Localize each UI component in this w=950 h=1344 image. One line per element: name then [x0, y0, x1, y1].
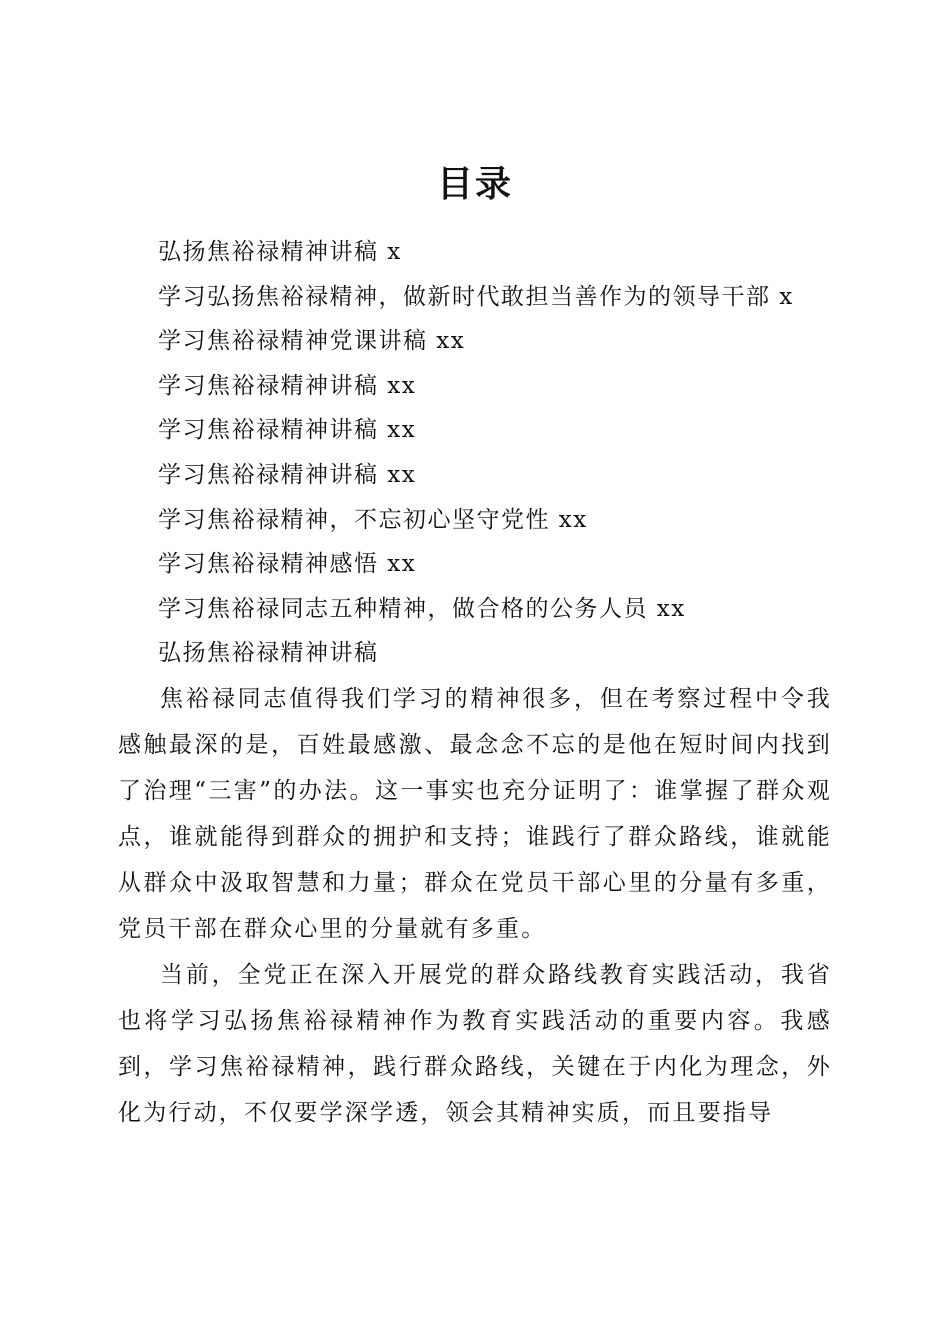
toc-item: 学习焦裕禄精神讲稿 xx: [158, 417, 417, 444]
table-of-contents: [158, 230, 878, 676]
toc-item: 学习焦裕禄同志五种精神，做合格的公务人员 xx: [158, 595, 686, 622]
toc-item: 学习焦裕禄精神，不忘初心坚守党性 xx: [158, 506, 588, 533]
toc-item: 学习焦裕禄精神党课讲稿 xx: [158, 328, 466, 355]
toc-item: 学习弘扬焦裕禄精神，做新时代敢担当善作为的领导干部 x: [158, 283, 794, 310]
toc-item: 学习焦裕禄精神讲稿 xx: [158, 372, 417, 399]
toc-item: 学习焦裕禄精神感悟 xx: [158, 551, 417, 578]
page-title: 目录: [436, 163, 513, 206]
body-text: [118, 676, 832, 1136]
toc-item: 弘扬焦裕禄精神讲稿 x: [158, 239, 402, 265]
section-heading: 弘扬焦裕禄精神讲稿: [158, 640, 379, 667]
paragraph: 当前，全党正在深入开展党的群众路线教育实践活动，我省也将学习弘扬焦裕禄精神作为教育实践活动的重要内容。我感到，学习焦裕禄精神，践行群众路线，关键在于内化为理念，外化为行动，不仅要学深学透，领会其精神实质，而且要指导: [118, 962, 832, 1126]
paragraph: 焦裕禄同志值得我们学习的精神很多，但在考察过程中令我感触最深的是，百姓最感激、最念念不忘的是他在短时间内找到了治理“三害”的办法。这一事实也充分证明了：谁掌握了群众观点，谁就能得到群众的拥护和支持；谁践行了群众路线，谁就能从群众中汲取智慧和力量；群众在党员干部心里的分量有多重，党员干部在群众心里的分量就有多重。: [118, 686, 832, 942]
toc-item: 学习焦裕禄精神讲稿 xx: [158, 461, 417, 488]
